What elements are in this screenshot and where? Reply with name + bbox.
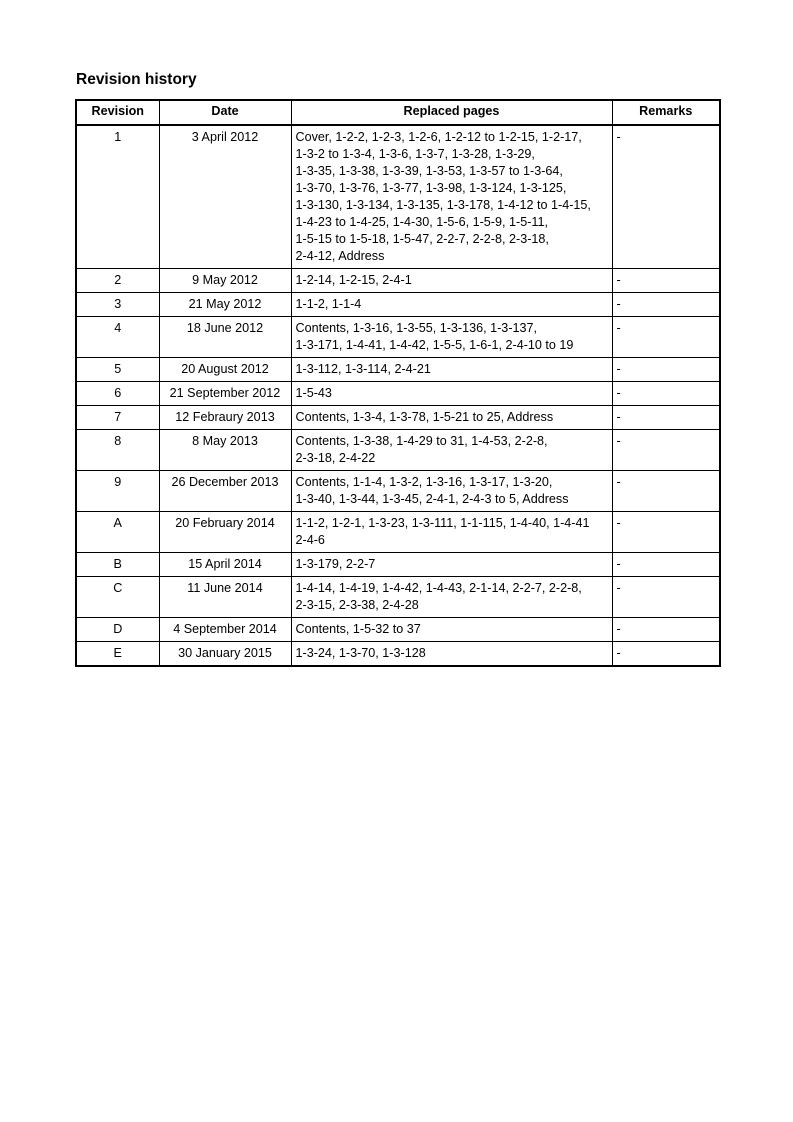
revision-history-table bbox=[75, 99, 721, 667]
revision-cell: A bbox=[76, 512, 159, 553]
remarks-cell: - bbox=[612, 382, 720, 406]
revision-cell: C bbox=[76, 577, 159, 618]
revision-cell: D bbox=[76, 618, 159, 642]
table-body bbox=[76, 125, 720, 666]
header-date: Date bbox=[159, 100, 291, 125]
replaced-pages-cell: 1-3-24, 1-3-70, 1-3-128 bbox=[291, 642, 612, 667]
table-row bbox=[76, 406, 720, 430]
replaced-pages-cell: 1-5-43 bbox=[291, 382, 612, 406]
revision-cell: 1 bbox=[76, 125, 159, 269]
table-row bbox=[76, 642, 720, 667]
date-cell: 15 April 2014 bbox=[159, 553, 291, 577]
date-cell: 21 May 2012 bbox=[159, 293, 291, 317]
revision-cell: 8 bbox=[76, 430, 159, 471]
date-cell: 9 May 2012 bbox=[159, 269, 291, 293]
table-row bbox=[76, 512, 720, 553]
table-row bbox=[76, 269, 720, 293]
remarks-cell: - bbox=[612, 553, 720, 577]
date-cell: 30 January 2015 bbox=[159, 642, 291, 667]
replaced-pages-cell: Cover, 1-2-2, 1-2-3, 1-2-6, 1-2-12 to 1-2-15, 1-2-17, 1-3-2 to 1-3-4, 1-3-6, 1-3-7, 1-3-28, 1-3-29, 1-3-35, 1-3-38, 1-3-39, 1-3-53, 1-3-57 to 1-3-64, 1-3-70, 1-3-76, 1-3-77, 1-3-98, 1-3-124, 1-3-125, 1-3-130, 1-3-134, 1-3-135, 1-3-178, 1-4-12 to 1-4-15, 1-4-23 to 1-4-25, 1-4-30, 1-5-6, 1-5-9, 1-5-11, 1-5-15 to 1-5-18, 1-5-47, 2-2-7, 2-2-8, 2-3-18, 2-4-12, Address bbox=[291, 125, 612, 269]
replaced-pages-cell: 1-4-14, 1-4-19, 1-4-42, 1-4-43, 2-1-14, 2-2-7, 2-2-8, 2-3-15, 2-3-38, 2-4-28 bbox=[291, 577, 612, 618]
replaced-pages-cell: 1-3-179, 2-2-7 bbox=[291, 553, 612, 577]
replaced-pages-cell: 1-3-112, 1-3-114, 2-4-21 bbox=[291, 358, 612, 382]
date-cell: 11 June 2014 bbox=[159, 577, 291, 618]
table-row bbox=[76, 382, 720, 406]
table-row bbox=[76, 618, 720, 642]
revision-cell: 5 bbox=[76, 358, 159, 382]
remarks-cell: - bbox=[612, 269, 720, 293]
header-revision: Revision bbox=[76, 100, 159, 125]
revision-cell: 6 bbox=[76, 382, 159, 406]
remarks-cell: - bbox=[612, 618, 720, 642]
table-row bbox=[76, 317, 720, 358]
remarks-cell: - bbox=[612, 358, 720, 382]
remarks-cell: - bbox=[612, 125, 720, 269]
remarks-cell: - bbox=[612, 471, 720, 512]
remarks-cell: - bbox=[612, 512, 720, 553]
date-cell: 3 April 2012 bbox=[159, 125, 291, 269]
table-row bbox=[76, 358, 720, 382]
header-replaced-pages: Replaced pages bbox=[291, 100, 612, 125]
table-row bbox=[76, 553, 720, 577]
date-cell: 26 December 2013 bbox=[159, 471, 291, 512]
replaced-pages-cell: 1-2-14, 1-2-15, 2-4-1 bbox=[291, 269, 612, 293]
replaced-pages-cell: Contents, 1-3-4, 1-3-78, 1-5-21 to 25, Address bbox=[291, 406, 612, 430]
revision-cell: 9 bbox=[76, 471, 159, 512]
page-title: Revision history bbox=[76, 71, 197, 88]
date-cell: 4 September 2014 bbox=[159, 618, 291, 642]
table-row bbox=[76, 125, 720, 269]
table-header-row bbox=[76, 100, 720, 125]
replaced-pages-cell: 1-1-2, 1-1-4 bbox=[291, 293, 612, 317]
remarks-cell: - bbox=[612, 642, 720, 667]
remarks-cell: - bbox=[612, 317, 720, 358]
date-cell: 8 May 2013 bbox=[159, 430, 291, 471]
table-row bbox=[76, 293, 720, 317]
revision-cell: E bbox=[76, 642, 159, 667]
date-cell: 12 Febraury 2013 bbox=[159, 406, 291, 430]
date-cell: 20 February 2014 bbox=[159, 512, 291, 553]
revision-cell: 4 bbox=[76, 317, 159, 358]
revision-cell: B bbox=[76, 553, 159, 577]
remarks-cell: - bbox=[612, 293, 720, 317]
table-row bbox=[76, 577, 720, 618]
replaced-pages-cell: Contents, 1-5-32 to 37 bbox=[291, 618, 612, 642]
remarks-cell: - bbox=[612, 430, 720, 471]
date-cell: 21 September 2012 bbox=[159, 382, 291, 406]
replaced-pages-cell: Contents, 1-3-38, 1-4-29 to 31, 1-4-53, 2-2-8, 2-3-18, 2-4-22 bbox=[291, 430, 612, 471]
replaced-pages-cell: Contents, 1-1-4, 1-3-2, 1-3-16, 1-3-17, 1-3-20, 1-3-40, 1-3-44, 1-3-45, 2-4-1, 2-4-3 to 5, Address bbox=[291, 471, 612, 512]
revision-cell: 3 bbox=[76, 293, 159, 317]
revision-cell: 2 bbox=[76, 269, 159, 293]
date-cell: 20 August 2012 bbox=[159, 358, 291, 382]
revision-cell: 7 bbox=[76, 406, 159, 430]
remarks-cell: - bbox=[612, 406, 720, 430]
remarks-cell: - bbox=[612, 577, 720, 618]
table-row bbox=[76, 471, 720, 512]
table-row bbox=[76, 430, 720, 471]
replaced-pages-cell: 1-1-2, 1-2-1, 1-3-23, 1-3-111, 1-1-115, 1-4-40, 1-4-41 2-4-6 bbox=[291, 512, 612, 553]
date-cell: 18 June 2012 bbox=[159, 317, 291, 358]
replaced-pages-cell: Contents, 1-3-16, 1-3-55, 1-3-136, 1-3-137, 1-3-171, 1-4-41, 1-4-42, 1-5-5, 1-6-1, 2-4-10 to 19 bbox=[291, 317, 612, 358]
header-remarks: Remarks bbox=[612, 100, 720, 125]
